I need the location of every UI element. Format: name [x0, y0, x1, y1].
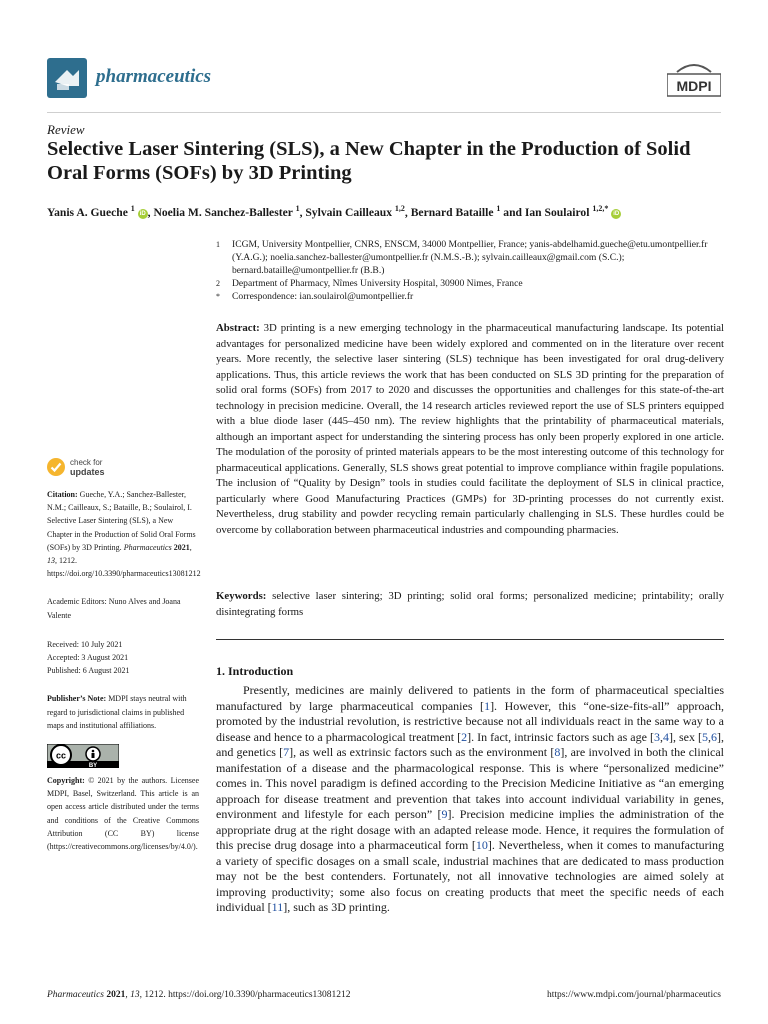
reference-link[interactable]: 4	[662, 729, 669, 744]
paragraph-text: ]. In fact, intrinsic factors such as age [	[467, 729, 654, 744]
journal-logo	[47, 58, 87, 98]
sidebar	[47, 488, 199, 853]
citation-journal: Pharmaceutics	[123, 542, 172, 552]
author-affiliation-mark: 1,2,*	[592, 204, 609, 213]
author-separator: and	[500, 205, 525, 219]
citation-year: 2021	[173, 542, 190, 552]
citation-doi[interactable]: , 1212. https://doi.org/10.3390/pharmaceutics13081212	[47, 556, 201, 579]
reference-link[interactable]: 6	[711, 729, 718, 744]
author-name: Ian Soulairol	[524, 205, 593, 219]
section-divider	[216, 639, 724, 640]
affiliation-item	[216, 290, 724, 303]
author-name: Yanis A. Gueche	[47, 205, 131, 219]
reference-link[interactable]: 5	[702, 729, 709, 744]
author-affiliation-mark: 1	[496, 204, 501, 213]
affiliation-mark: 1	[216, 240, 220, 249]
section-heading: 1. Introduction	[216, 664, 294, 678]
article-type: Review	[47, 122, 85, 137]
author-separator: ,	[404, 205, 411, 219]
journal-name: pharmaceutics	[96, 66, 212, 87]
dates	[47, 638, 199, 678]
reference-link[interactable]: 10	[475, 838, 488, 852]
abstract-label: Abstract:	[216, 322, 260, 334]
footer-citation: Pharmaceutics 2021, 13, 1212. https://doi.org/10.3390/pharmaceutics13081212	[47, 990, 351, 1000]
editors-label: Academic Editors:	[47, 597, 107, 607]
affiliation-text: Correspondence: ian.soulairol@umontpellier.fr	[232, 291, 414, 302]
reference-link[interactable]: 1	[484, 698, 491, 713]
author-separator: ,	[299, 205, 306, 219]
academic-editors	[47, 595, 199, 621]
editors-text: Nuno Alves and Joana Valente	[47, 597, 181, 620]
citation: Citation: Gueche, Y.A.; Sanchez-Ballester, N.M.; Cailleaux, S.; Bataille, B.; Soulairol, I. Selective Laser Sintering (SLS), a New Chapter in the Production of Solid Oral Forms (SOFs) by 3D Printing. Pharmaceutics 2021, 13, 1212. https://doi.org/10.3390/pharmaceutics13081212	[47, 490, 201, 579]
citation-label: Citation:	[47, 490, 78, 499]
mdpi-logo-text: MDPI	[676, 78, 712, 94]
footer-journal-url[interactable]: https://www.mdpi.com/journal/pharmaceutics	[546, 990, 721, 1000]
author-affiliation-mark: 1	[130, 204, 135, 213]
citation-text: Gueche, Y.A.; Sanchez-Ballester, N.M.; Cailleaux, S.; Bataille, B.; Soulairol, I. Selective Laser Sintering (SLS), a New Chapter in the Production of Solid Oral Forms (SOFs) by 3D Printing.	[47, 490, 196, 552]
paragraph-text: ]. However, this “one-size-fits-all” approach, promoted by the industrial revolution, is restrictive because not all individuals react in the same way to a disease and hence to a pharmacological treatment [	[216, 698, 724, 744]
reference-link[interactable]: 7	[283, 745, 290, 759]
reference-link[interactable]: 2	[461, 729, 468, 744]
author-list	[47, 204, 737, 219]
affiliation-mark: *	[216, 292, 220, 301]
author-affiliation-mark: 1,2	[394, 204, 405, 213]
author-name: Bernard Bataille	[410, 205, 497, 219]
affiliations	[216, 238, 724, 303]
received-date: Received: 10 July 2021	[47, 639, 123, 649]
affiliation-text: ICGM, University Montpellier, CNRS, ENSCM, 34000 Montpellier, France; yanis-abdelhamid.gueche@etu.umontpellier.fr (Y.A.G.); noelia.sanchez-ballester@umontpellier.fr (N.M.S.-B.); sylvain.cailleaux@gmail.com (S.C.); bernard.bataille@umontpellier.fr (B.B.)	[232, 239, 708, 276]
published-date: Published: 6 August 2021	[47, 666, 130, 676]
paragraph-text: ]. Precision medicine implies the administration of the appropriate drug at the right dosage with an adapted release mode. Hence, it requires the formulation of this precise drug dosage into a pharmaceutical form [	[216, 807, 725, 852]
orcid-icon[interactable]: iD	[613, 210, 620, 217]
footer-doi[interactable]: , 1212. https://doi.org/10.3390/pharmaceutics13081212	[139, 990, 351, 1000]
affiliation-item	[216, 238, 724, 277]
abstract	[216, 321, 724, 538]
author-separator: ,	[147, 205, 154, 219]
copyright	[47, 774, 199, 853]
publisher-note-text: MDPI stays neutral with regard to jurisdictional claims in published maps and institutional affiliations.	[47, 694, 187, 730]
paragraph-text: ], are involved in both the clinical manifestation of a disease and the pharmacological response. This is where “personalized medicine” comes in. This novel paradigm is defined according to the Precision Medicine Initiative as “an emerging approach for disease treatment and prevention that takes into account individual variability in genes, environment and lifestyle for each person” [	[216, 745, 725, 821]
footer-year: 2021	[106, 990, 126, 1000]
publisher-note-label: Publisher’s Note:	[47, 694, 107, 704]
affiliation-item	[216, 277, 724, 290]
author-affiliation-mark: 1	[295, 204, 300, 213]
affiliation-mark: 2	[216, 279, 220, 288]
orcid-icon[interactable]: iD	[139, 210, 146, 217]
keywords-label: Keywords:	[216, 590, 267, 602]
keywords	[216, 589, 724, 620]
citation-volume: 13	[47, 556, 55, 566]
reference-link[interactable]: 3	[653, 729, 660, 744]
paragraph-text: ]. Nevertheless, when it comes to manufacturing a variety of specific dosages on a small scale, industrial machines that are dedicated to mass production may not be the best contenders. Fortunately, not all innovative technologies are aimed solely at improving productivity; some also focus on creating products that meet the specific needs of each individual [	[216, 838, 724, 914]
keywords-text: selective laser sintering; 3D printing; solid oral forms; personalized medicine; printability; orally disintegrating forms	[216, 590, 725, 618]
paragraph-text: ], sex [	[668, 729, 703, 744]
paragraph-text: ], and genetics [	[216, 729, 725, 759]
paragraph-text: ,	[659, 729, 663, 744]
abstract-text: 3D printing is a new emerging technology in the pharmaceutical manufacturing landscape. Its potential advantages for personalized medicine have been widely explored and commented on in the literature over recent years. More recently, the selective laser sintering (SLS) technique has been investigated for oral drug-delivery applications. Thus, this article reviews the work that has been conducted on SLS 3D printing for the preparation of solid oral forms (SOFs) from 2017 to 2020 and discusses the opportunities and challenges for this state-of-the-art technology in precision medicine. Overall, the 14 research articles reviewed report the use of SLS printers equipped with a blue diode laser (445–450 nm). The review highlights that the printability of pharmaceutical materials, although an important aspect for understanding the sintering process has only been properly explored in one article. The modulation of the porosity of printed materials appears to be the most interesting outcome of this technology for pharmaceutical applications. Generally, SLS shows great potential to improve compliance within fragile populations. The inclusion of “Quality by Design” tools in studies could facilitate the deployment of SLS in clinical practice, particularly where Good Manufacturing Practices (GMPs) for 3D-printing processes do not currently exist. Nevertheless, drug stability and powder recycling remain particularly challenging in SLS. These hurdles could be overcome by collaboration between pharmaceutical industries and compounding pharmacies.	[216, 322, 724, 536]
mdpi-logo[interactable]	[667, 62, 721, 100]
copyright-label: Copyright:	[47, 776, 85, 786]
reference-link[interactable]: 11	[271, 900, 284, 914]
footer-journal: Pharmaceutics	[47, 990, 104, 1000]
author-name: Noelia M. Sanchez-Ballester	[153, 205, 296, 219]
paragraph-text: Presently, medicines are mainly delivered to patients in the form of pharmaceutical specialties manufactured by large pharmaceutical companies [	[216, 683, 724, 713]
cc-symbol: cc	[55, 750, 67, 761]
header-divider	[47, 112, 721, 113]
paragraph-text: ,	[708, 729, 712, 744]
reference-link[interactable]: 8	[554, 745, 561, 759]
check-updates-label-2[interactable]: updates	[70, 467, 105, 477]
paragraph-text: ], as well as extrinsic factors such as the environment [	[289, 745, 555, 759]
author-name: Sylvain Cailleaux	[305, 205, 395, 219]
accepted-date: Accepted: 3 August 2021	[47, 653, 129, 663]
footer-volume: 13	[130, 990, 140, 1000]
reference-link[interactable]: 9	[441, 807, 448, 821]
check-updates-icon[interactable]	[47, 458, 65, 476]
article-title: Selective Laser Sintering (SLS), a New Chapter in the Production of Solid Oral Forms (SOFs) by 3D Printing	[47, 138, 691, 184]
intro-paragraph	[216, 683, 724, 916]
publisher-note	[47, 692, 199, 732]
cc-by-license-icon[interactable]	[47, 744, 119, 768]
copyright-text: © 2021 by the authors. Licensee MDPI, Basel, Switzerland. This article is an open access article distributed under the terms and conditions of the Creative Commons Attribution (CC BY) license (https://creativecommons.org/licenses/by/4.0/).	[47, 776, 200, 852]
affiliation-text: Department of Pharmacy, Nîmes University Hospital, 30900 Nimes, France	[232, 278, 523, 289]
check-updates-label-1[interactable]: check for	[70, 458, 103, 467]
cc-by-symbol: BY	[88, 763, 98, 769]
paragraph-text: ], such as 3D printing.	[283, 900, 390, 914]
